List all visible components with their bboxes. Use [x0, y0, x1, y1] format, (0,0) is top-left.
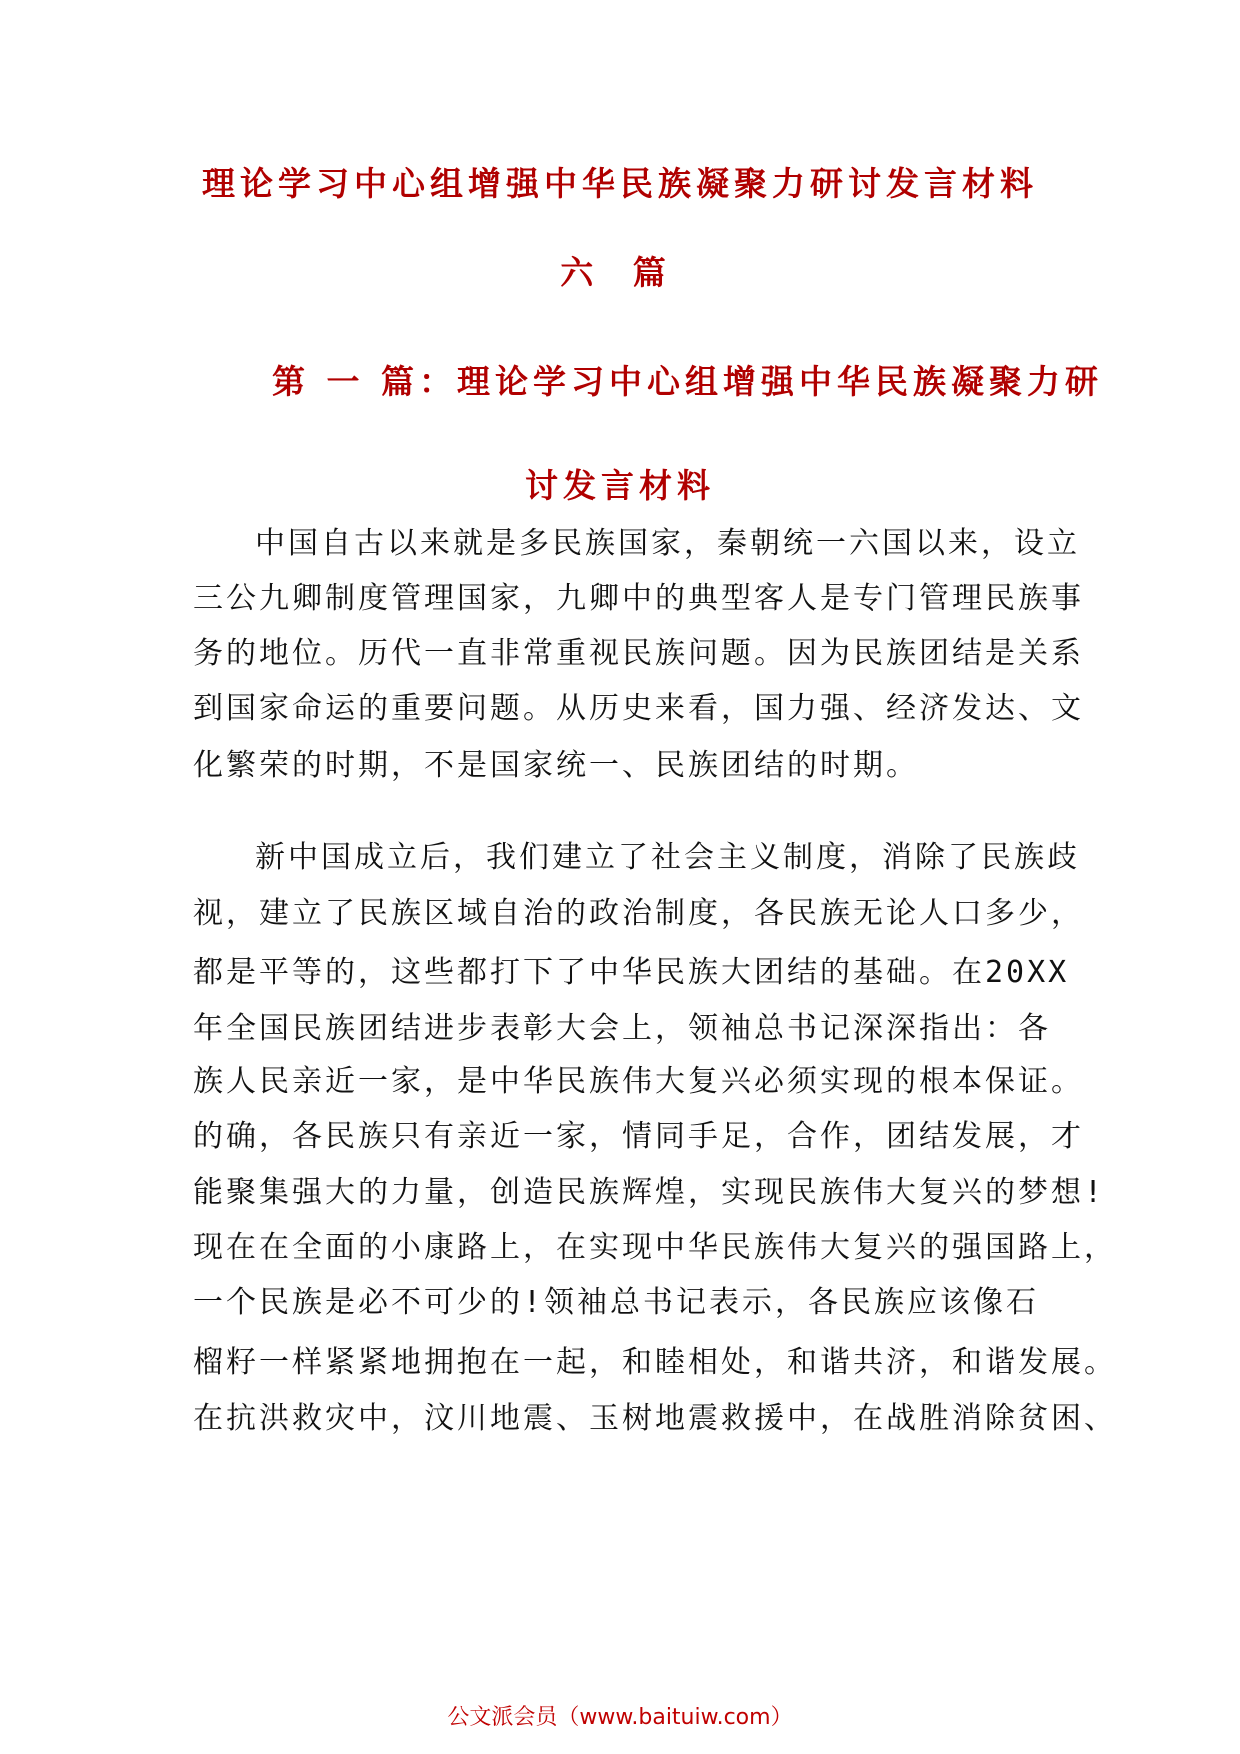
- paragraph-line: 一个民族是必不可少的!领袖总书记表示，各民族应该像石: [193, 1285, 1040, 1320]
- paragraph-line: 年全国民族团结进步表彰大会上，领袖总书记深深指出：各: [193, 1011, 1051, 1046]
- paragraph-line: 能聚集强大的力量，创造民族辉煌，实现民族伟大复兴的梦想!: [193, 1175, 1106, 1210]
- footer-watermark: 公文派会员（www.baituiw.com）: [447, 1705, 793, 1730]
- paragraph-line: 在抗洪救灾中，汶川地震、玉树地震救援中，在战胜消除贫困、: [193, 1401, 1117, 1436]
- paragraph-line: 现在在全面的小康路上，在实现中华民族伟大复兴的强国路上，: [193, 1230, 1117, 1265]
- paragraph-line: 都是平等的，这些都打下了中华民族大团结的基础。在20XX: [193, 955, 1070, 990]
- document-title: 理论学习中心组增强中华民族凝聚力研讨发言材料: [202, 164, 1038, 203]
- paragraph-line: 视，建立了民族区域自治的政治制度，各民族无论人口多少，: [193, 896, 1084, 931]
- document-title-line2: 六 篇: [560, 253, 680, 292]
- paragraph-line: 榴籽一样紧紧地拥抱在一起，和睦相处，和谐共济，和谐发展。: [193, 1345, 1117, 1380]
- chapter-heading: 第 一 篇：理论学习中心组增强中华民族凝聚力研: [272, 362, 1103, 401]
- paragraph-line: 族人民亲近一家，是中华民族伟大复兴必须实现的根本保证。: [193, 1064, 1084, 1099]
- paragraph-line: 化繁荣的时期，不是国家统一、民族团结的时期。: [193, 748, 919, 783]
- paragraph-line: 到国家命运的重要问题。从历史来看，国力强、经济发达、文: [193, 691, 1084, 726]
- chapter-heading-line2: 讨发言材料: [525, 466, 715, 505]
- paragraph-line: 新中国成立后，我们建立了社会主义制度，消除了民族歧: [255, 840, 1080, 875]
- paragraph-line: 中国自古以来就是多民族国家，秦朝统一六国以来，设立: [255, 526, 1080, 561]
- paragraph-line: 的确，各民族只有亲近一家，情同手足，合作，团结发展，才: [193, 1119, 1084, 1154]
- paragraph-line: 务的地位。历代一直非常重视民族问题。因为民族团结是关系: [193, 636, 1084, 671]
- paragraph-line: 三公九卿制度管理国家，九卿中的典型客人是专门管理民族事: [193, 581, 1084, 616]
